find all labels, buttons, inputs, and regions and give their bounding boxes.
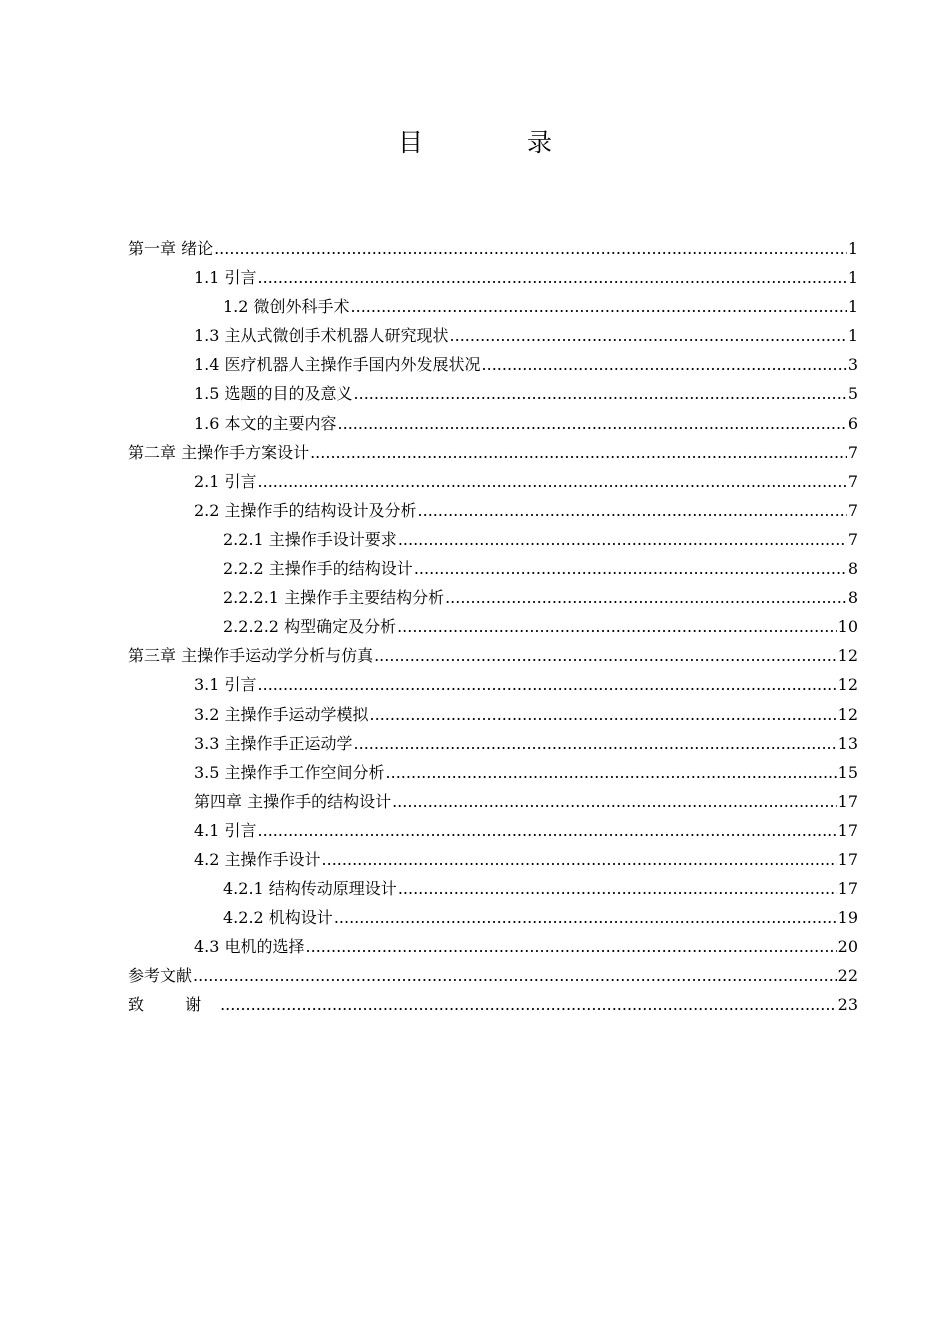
toc-entry-page-number: 7 — [847, 442, 858, 462]
toc-entry-page-number: 12 — [837, 675, 858, 695]
toc-entry-label: 4.2.2 机构设计 — [223, 908, 333, 928]
toc-entry-label: 第二章 主操作手方案设计 — [128, 442, 310, 462]
toc-entry-page-number: 7 — [847, 529, 858, 549]
toc-entry-label: 第三章 主操作手运动学分析与仿真 — [128, 646, 374, 666]
toc-dot-leader — [414, 554, 847, 583]
toc-entry-label: 2.2.2 主操作手的结构设计 — [223, 559, 413, 579]
toc-entry-page-number: 20 — [837, 937, 858, 957]
toc-entry-label: 4.3 电机的选择 — [194, 937, 305, 957]
toc-entry-label: 4.1 引言 — [194, 820, 257, 840]
toc-entry-page-number: 7 — [847, 500, 858, 520]
toc-entry[interactable] — [128, 379, 860, 408]
toc-dot-leader — [258, 816, 837, 845]
toc-list — [128, 234, 860, 1020]
toc-dot-leader — [258, 467, 847, 496]
toc-dot-leader — [258, 263, 847, 292]
toc-entry-page-number: 10 — [837, 617, 858, 637]
toc-entry-label: 3.3 主操作手正运动学 — [194, 733, 353, 753]
toc-entry-label: 3.1 引言 — [194, 675, 257, 695]
toc-entry[interactable] — [128, 816, 860, 845]
toc-dot-leader — [397, 612, 837, 641]
toc-dot-leader — [193, 961, 837, 990]
toc-entry-page-number: 1 — [847, 268, 858, 288]
toc-entry-page-number: 1 — [847, 297, 858, 317]
toc-entry-label: 3.2 主操作手运动学模拟 — [194, 704, 369, 724]
toc-entry[interactable] — [128, 961, 860, 990]
toc-entry-page-number: 23 — [837, 995, 858, 1015]
toc-title: 目 录 — [398, 128, 600, 157]
toc-entry-page-number: 5 — [847, 384, 858, 404]
toc-dot-leader — [354, 729, 837, 758]
toc-dot-leader — [398, 525, 847, 554]
toc-dot-leader — [322, 845, 837, 874]
toc-dot-leader — [220, 990, 837, 1019]
toc-entry-page-number: 17 — [837, 820, 858, 840]
toc-entry[interactable] — [128, 496, 860, 525]
toc-entry-page-number: 15 — [837, 762, 858, 782]
toc-dot-leader — [392, 787, 837, 816]
toc-entry[interactable] — [128, 409, 860, 438]
toc-entry-page-number: 8 — [847, 559, 858, 579]
toc-entry-label: 2.1 引言 — [194, 471, 257, 491]
toc-dot-leader — [338, 409, 847, 438]
toc-entry-page-number: 12 — [837, 646, 858, 666]
toc-entry-page-number: 13 — [837, 733, 858, 753]
toc-entry-label: 3.5 主操作手工作空间分析 — [194, 762, 385, 782]
toc-entry-page-number: 19 — [837, 908, 858, 928]
toc-entry-label: 第一章 绪论 — [128, 239, 214, 258]
toc-entry[interactable] — [128, 729, 860, 758]
toc-entry[interactable] — [128, 903, 860, 932]
toc-dot-leader — [482, 350, 847, 379]
toc-entry-label: 1.2 微创外科手术 — [223, 297, 350, 317]
toc-entry[interactable] — [128, 554, 860, 583]
toc-entry[interactable] — [128, 263, 860, 292]
toc-dot-leader — [450, 321, 847, 350]
toc-entry[interactable] — [128, 612, 860, 641]
toc-entry-page-number: 17 — [837, 879, 858, 899]
toc-entry-page-number: 22 — [837, 966, 858, 986]
toc-entry-label: 1.3 主从式微创手术机器人研究现状 — [194, 326, 449, 346]
toc-entry-page-number: 17 — [837, 849, 858, 869]
toc-entry-label: 4.2 主操作手设计 — [194, 849, 321, 869]
toc-entry[interactable] — [128, 321, 860, 350]
toc-dot-leader — [214, 234, 847, 263]
toc-dot-leader — [334, 903, 837, 932]
toc-entry[interactable] — [128, 758, 860, 787]
toc-entry[interactable] — [128, 845, 860, 874]
toc-entry[interactable] — [128, 583, 860, 612]
toc-entry[interactable] — [128, 700, 860, 729]
toc-entry[interactable] — [128, 350, 860, 379]
toc-entry[interactable] — [128, 467, 860, 496]
toc-dot-leader — [445, 583, 847, 612]
toc-entry-label: 第四章 主操作手的结构设计 — [194, 791, 392, 811]
toc-entry-page-number: 3 — [847, 355, 858, 375]
toc-dot-leader — [386, 758, 837, 787]
toc-entry[interactable] — [128, 525, 860, 554]
toc-entry-page-number: 8 — [847, 588, 858, 608]
toc-entry-page-number: 6 — [847, 413, 858, 433]
toc-entry[interactable] — [128, 670, 860, 699]
toc-dot-leader — [354, 379, 847, 408]
toc-entry[interactable] — [128, 990, 860, 1019]
toc-entry-page-number: 17 — [837, 791, 858, 811]
toc-entry-label: 致 谢 — [128, 995, 220, 1015]
toc-dot-leader — [370, 700, 837, 729]
toc-entry-page-number: 1 — [847, 239, 858, 258]
toc-entry[interactable] — [128, 438, 860, 467]
toc-entry[interactable] — [128, 641, 860, 670]
toc-entry-label: 2.2.2.1 主操作手主要结构分析 — [223, 588, 445, 608]
toc-entry-label: 2.2.1 主操作手设计要求 — [223, 529, 397, 549]
toc-entry[interactable] — [128, 932, 860, 961]
toc-dot-leader — [351, 292, 847, 321]
toc-dot-leader — [398, 874, 837, 903]
toc-dot-leader — [258, 670, 837, 699]
toc-entry-label: 参考文献 — [128, 966, 193, 986]
toc-entry[interactable] — [128, 787, 860, 816]
toc-entry-label: 1.5 选题的目的及意义 — [194, 384, 353, 404]
toc-dot-leader — [310, 438, 847, 467]
toc-entry-label: 2.2 主操作手的结构设计及分析 — [194, 500, 417, 520]
toc-dot-leader — [418, 496, 847, 525]
toc-entry-page-number: 1 — [847, 326, 858, 346]
toc-dot-leader — [306, 932, 837, 961]
toc-entry-page-number: 7 — [847, 471, 858, 491]
toc-entry-label: 1.1 引言 — [194, 268, 257, 288]
toc-entry-page-number: 12 — [837, 704, 858, 724]
toc-entry[interactable] — [128, 874, 860, 903]
toc-entry-label: 1.6 本文的主要内容 — [194, 413, 337, 433]
toc-entry[interactable] — [128, 234, 860, 263]
toc-entry-label: 4.2.1 结构传动原理设计 — [223, 879, 397, 899]
toc-entry-label: 2.2.2.2 构型确定及分析 — [223, 617, 397, 637]
toc-entry-label: 1.4 医疗机器人主操作手国内外发展状况 — [194, 355, 481, 375]
toc-entry[interactable] — [128, 292, 860, 321]
toc-dot-leader — [374, 641, 837, 670]
